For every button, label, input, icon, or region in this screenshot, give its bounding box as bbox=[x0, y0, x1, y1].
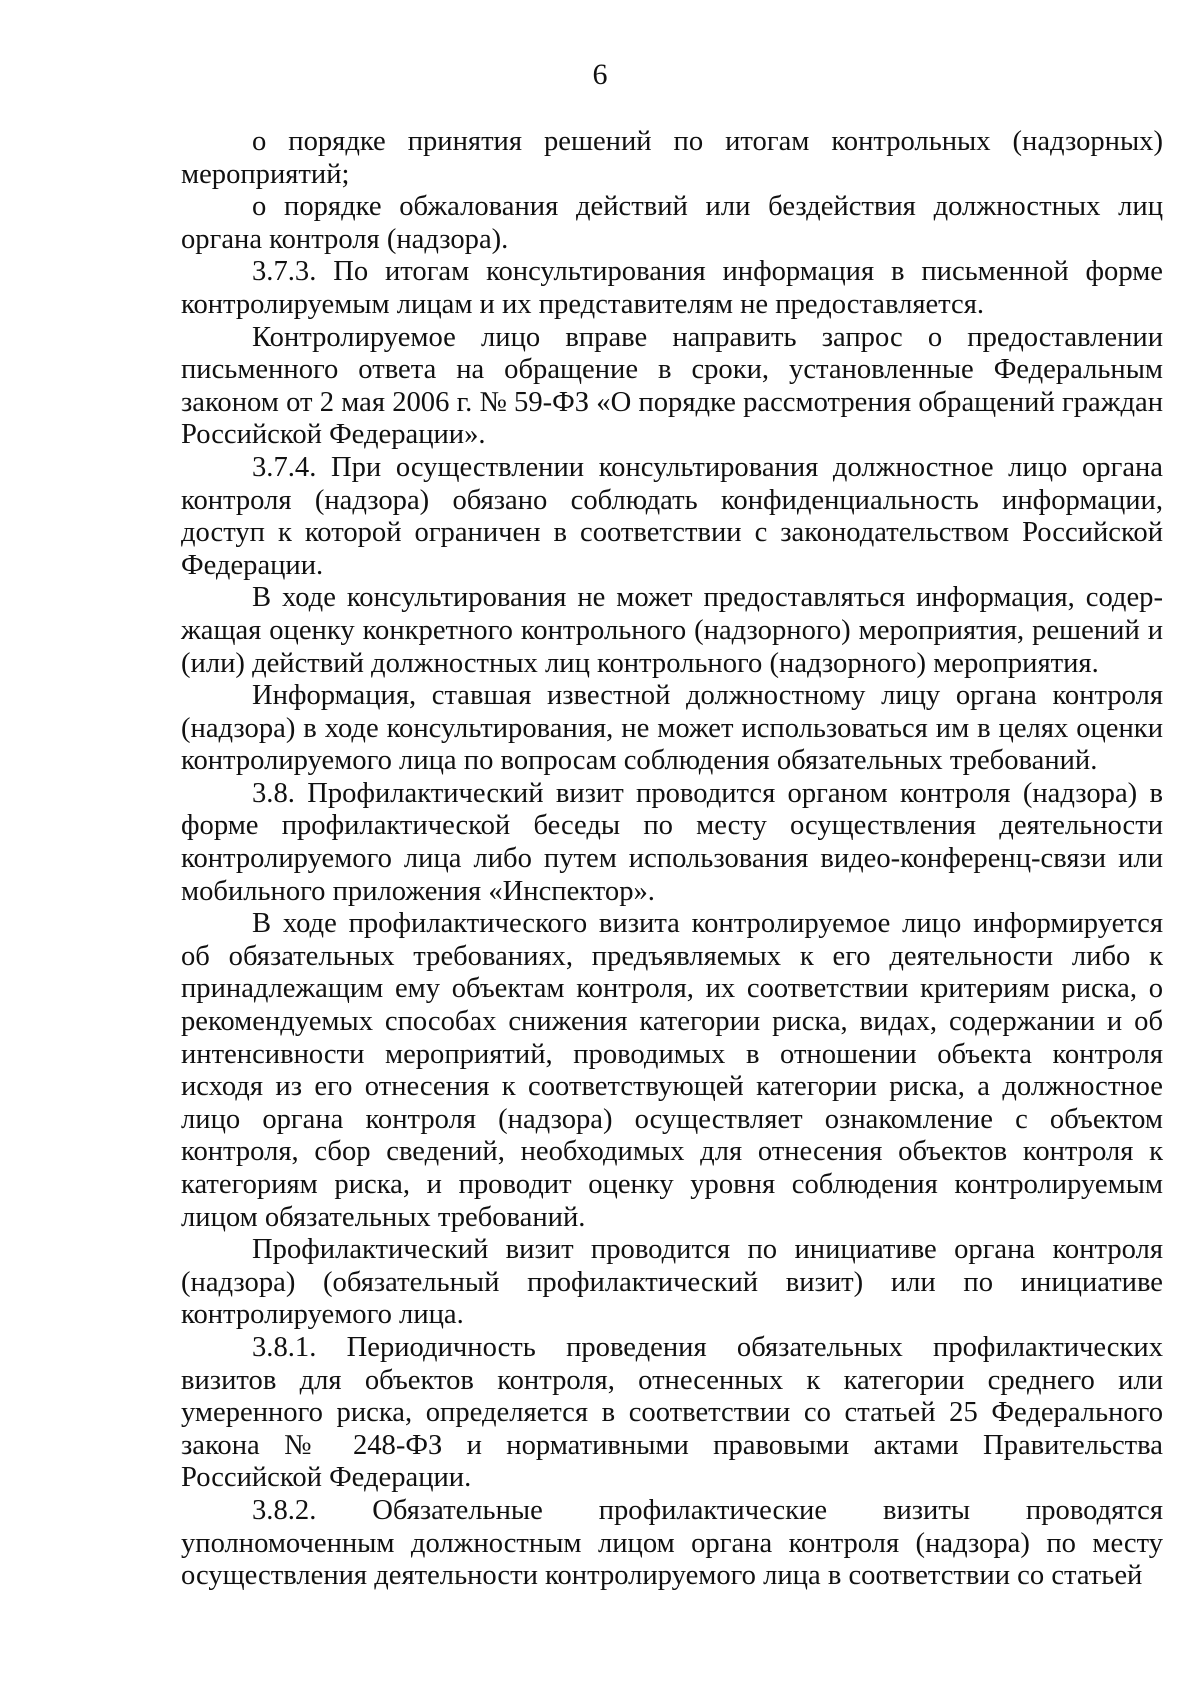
paragraph-3-7-3: 3.7.3. По итогам консультирования информация в письменной форме контролируемым лицам и их представителям не предоставляется. bbox=[181, 256, 1163, 320]
paragraph-3-8: 3.8. Профилактический визит проводится органом контроля (надзора) в форме профилактической беседы по месту осуществления деятельности контролируемого лица либо путем использования видео-конференц-связи или мобильного приложения «Инспектор». bbox=[181, 777, 1163, 907]
paragraph-visit-initiative: Профилактический визит проводится по инициативе органа контроля (надзора) (обязательный профилактический визит) или по инициативе контролируемого лица. bbox=[181, 1234, 1163, 1331]
paragraph-decision-procedure: о порядке принятия решений по итогам контрольных (надзорных) мероприятий; bbox=[181, 126, 1163, 190]
paragraph-information-use: Информация, ставшая известной должностному лицу органа контроля (надзора) в ходе консультирования, не может использоваться им в целях оценки контролируемого лица по вопросам соблюдения обязательных требований. bbox=[181, 680, 1163, 777]
paragraph-consultation-limits: В ходе консультирования не может предоставляться информация, содержащая оценку конкретного контрольного (надзорного) мероприятия, решений и (или) действий должностных лиц контрольного (надзорного) мероприятия. bbox=[181, 582, 1163, 679]
paragraph-3-8-1: 3.8.1. Периодичность проведения обязательных профилактических визитов для объектов контроля, отнесенных к категории среднего или умеренного риска, определяется в соответствии со статьей 25 Федерального закона № 248-ФЗ и нормативными правовыми актами Правительства Российской Федерации. bbox=[181, 1331, 1163, 1494]
document-body bbox=[181, 126, 1163, 1593]
paragraph-written-request: Контролируемое лицо вправе направить запрос о предоставлении письменного ответа на обращение в сроки, установленные Федеральным законом от 2 мая 2006 г. № 59-ФЗ «О порядке рассмотрения обращений граждан Российской Федерации». bbox=[181, 321, 1163, 451]
paragraph-3-8-2: 3.8.2. Обязательные профилактические визиты проводятся уполномоченным должностным лицом органа контроля (надзора) по месту осуществления деятельности контролируемого лица в соответствии со статьей bbox=[181, 1494, 1163, 1592]
paragraph-appeal-procedure: о порядке обжалования действий или бездействия должностных лиц органа контроля (надзора). bbox=[181, 191, 1163, 255]
page-number: 6 bbox=[592, 58, 608, 91]
paragraph-visit-content: В ходе профилактического визита контролируемое лицо информируется об обязательных требованиях, предъявляемых к его деятельности либо к принадлежащим ему объектам контроля, их соответствии критериям риска, о рекомендуемых способах снижения категории риска, видах, содержании и об интенсивности мероприятий, проводимых в отношении объекта контроля исходя из его отнесения к соответствующей категории риска, а должностное лицо органа контроля (надзора) осуществляет ознакомление с объектом контроля, сбор сведений, необходимых для отнесения объектов контроля к категориям риска, и проводит оценку уровня соблюдения контролируемым лицом обязательных требований. bbox=[181, 908, 1163, 1233]
paragraph-3-7-4: 3.7.4. При осуществлении консультирования должностное лицо органа контроля (надзора) обязано соблюдать конфиденциальность информации, доступ к которой ограничен в соответствии с законодательством Российской Федерации. bbox=[181, 451, 1163, 581]
